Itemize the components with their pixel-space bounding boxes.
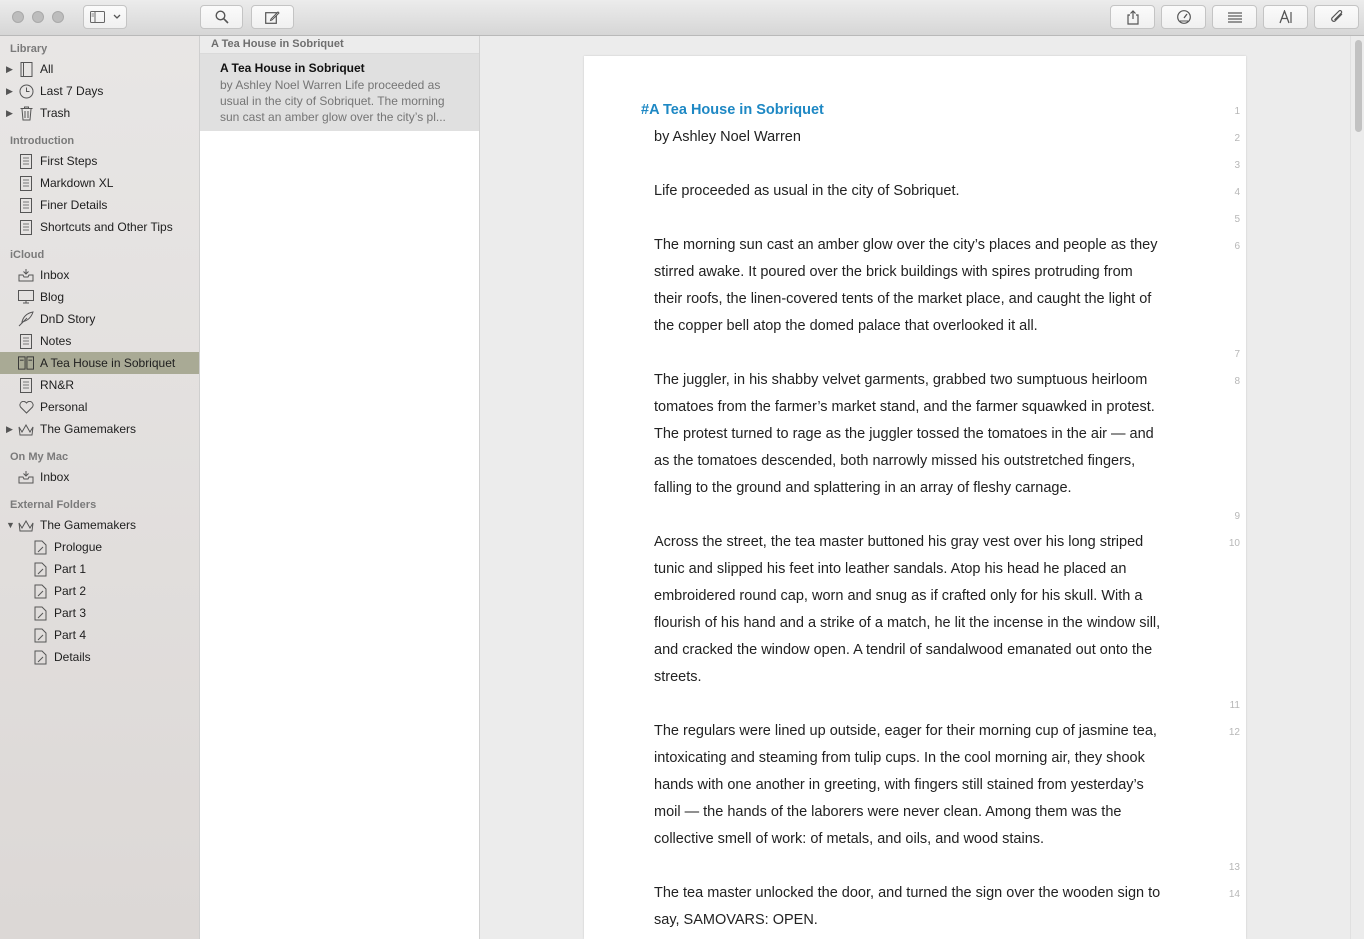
- compose-icon: [265, 10, 280, 24]
- editor-line[interactable]: collective smell of work: of metals, and oils, and wood stains.: [654, 831, 1045, 847]
- typography-button[interactable]: [1263, 5, 1308, 29]
- typography-icon: [1279, 10, 1293, 24]
- share-icon: [1127, 10, 1139, 25]
- inbox-icon: [18, 267, 34, 283]
- sidebar-item-label: Details: [54, 650, 91, 664]
- book-icon: [18, 355, 34, 371]
- note-title: A Tea House in Sobriquet: [220, 61, 365, 75]
- sidebar-item-label: Markdown XL: [40, 176, 114, 190]
- sidebar-item-label: Finer Details: [40, 198, 108, 212]
- close-window-button[interactable]: [12, 11, 24, 23]
- sidebar-toggle-button[interactable]: [83, 5, 127, 29]
- sidebar-item-trash[interactable]: [0, 102, 199, 124]
- page-icon: [32, 583, 48, 599]
- outline-button[interactable]: [1212, 5, 1257, 29]
- editor-line[interactable]: The tea master unlocked the door, and turned the sign over the wooden sign to: [654, 885, 1161, 901]
- sidebar-item-all[interactable]: [0, 58, 199, 80]
- line-number: 5: [1234, 214, 1240, 225]
- gauge-icon: [1175, 10, 1193, 24]
- editor-line[interactable]: The regulars were lined up outside, eager for their morning cup of jasmine tea,: [654, 723, 1157, 739]
- note-list-item[interactable]: [200, 54, 479, 131]
- editor-line[interactable]: by Ashley Noel Warren: [654, 129, 801, 145]
- editor-line[interactable]: falling to the ground and splattering in an array of fleshy carnage.: [654, 480, 1072, 496]
- editor-line[interactable]: the copper bell atop the domed palace that overlooked it all.: [654, 318, 1038, 334]
- line-number: 2: [1234, 133, 1240, 144]
- sidebar-item-label: Trash: [40, 106, 71, 120]
- sidebar-item-label: A Tea House in Sobriquet: [40, 356, 176, 370]
- document-icon: [18, 153, 34, 169]
- note-list: [200, 36, 480, 939]
- sidebar-item-label: Blog: [40, 290, 65, 304]
- crown-icon: [18, 517, 34, 533]
- line-number: 4: [1234, 187, 1240, 198]
- section-title-on-my-mac: On My Mac: [10, 451, 69, 463]
- sidebar-item-label: First Steps: [40, 154, 98, 168]
- sidebar-item-label: Part 1: [54, 562, 87, 576]
- section-title-introduction: Introduction: [10, 135, 75, 147]
- sidebar-item-label: The Gamemakers: [40, 518, 137, 532]
- sidebar-item-label: Inbox: [40, 268, 70, 282]
- monitor-icon: [18, 289, 34, 305]
- editor-line[interactable]: moil — the hands of the laborers were never clean. Among them was the: [654, 804, 1122, 820]
- sidebar-item-prologue[interactable]: [0, 536, 199, 558]
- editor-line[interactable]: their roofs, the linen-covered tents of the market place, and caught the light of: [654, 291, 1152, 307]
- sidebar-item-label: Part 4: [54, 628, 87, 642]
- attachment-button[interactable]: [1314, 5, 1359, 29]
- disclosure-triangle-icon[interactable]: ▶: [6, 107, 13, 118]
- editor-line[interactable]: Life proceeded as usual in the city of Sobriquet.: [654, 183, 960, 199]
- editor-line[interactable]: and cracked the window open. A tendril of sandalwood emanated out onto the: [654, 642, 1153, 658]
- inbox-icon: [18, 469, 34, 485]
- sidebar-item-part-2[interactable]: [0, 580, 199, 602]
- editor-line[interactable]: say, SAMOVARS: OPEN.: [654, 912, 818, 928]
- editor-line[interactable]: intoxicating and steaming from tulip cups. In the cool morning air, they shook: [654, 750, 1145, 766]
- line-number: 9: [1234, 511, 1240, 522]
- sidebar-item-markdown-xl[interactable]: [0, 172, 199, 194]
- disclosure-triangle-icon[interactable]: ▶: [6, 423, 13, 434]
- quill-icon: [18, 311, 34, 327]
- sidebar-item-part-3[interactable]: [0, 602, 199, 624]
- editor-line[interactable]: hands with one another in greeting, with fingers still stained from yesterday’s: [654, 777, 1144, 793]
- zoom-window-button[interactable]: [52, 11, 64, 23]
- editor-line[interactable]: embroidered round cap, worn and snug as if crafted only for his skull. With a: [654, 588, 1143, 604]
- line-number: 3: [1234, 160, 1240, 171]
- editor-line[interactable]: The morning sun cast an amber glow over the city’s places and people as they: [654, 237, 1158, 253]
- sidebar-item-part-1[interactable]: [0, 558, 199, 580]
- clock-icon: [18, 83, 34, 99]
- scrollbar-thumb[interactable]: [1355, 40, 1362, 132]
- editor-line[interactable]: The juggler, in his shabby velvet garments, grabbed two sumptuous heirloom: [654, 372, 1148, 388]
- editor-line[interactable]: The protest turned to rage as the juggler tossed the tomatoes in the air — and: [654, 426, 1154, 442]
- sidebar-item-first-steps[interactable]: [0, 150, 199, 172]
- editor-line[interactable]: flourish of his hand and a strike of a match, he lit the incense in the window sill,: [654, 615, 1161, 631]
- search-button[interactable]: [200, 5, 243, 29]
- sidebar-item-label: All: [40, 62, 54, 76]
- sidebar-item-shortcuts[interactable]: [0, 216, 199, 238]
- trash-icon: [18, 105, 34, 121]
- section-title-library: Library: [10, 43, 48, 55]
- sidebar-item-personal[interactable]: [0, 396, 199, 418]
- disclosure-triangle-expanded-icon[interactable]: ▼: [6, 520, 15, 530]
- editor-line[interactable]: tunic and slipped his feet into leather sandals. Atop his head he placed an: [654, 561, 1127, 577]
- document-icon: [18, 175, 34, 191]
- toolbar: [0, 0, 1364, 36]
- note-list-header: A Tea House in Sobriquet: [200, 36, 479, 54]
- editor-line[interactable]: stirred awake. It poured over the brick buildings with spires protruding from: [654, 264, 1133, 280]
- heart-icon: [18, 399, 34, 415]
- sidebar-item-label: Part 2: [54, 584, 87, 598]
- line-number: 1: [1234, 106, 1240, 117]
- document-icon: [18, 197, 34, 213]
- editor-line[interactable]: as the tomatoes descended, both narrowly missed his outstretched fingers,: [654, 453, 1136, 469]
- editor-line[interactable]: Across the street, the tea master buttoned his gray vest over his long striped: [654, 534, 1144, 550]
- document-icon: [18, 219, 34, 235]
- sidebar-item-label: Last 7 Days: [40, 84, 104, 98]
- sidebar-item-mac-inbox[interactable]: [0, 466, 199, 488]
- line-number: 7: [1234, 349, 1240, 360]
- sidebar-toggle-icon: [90, 11, 105, 23]
- sidebar-item-label: Prologue: [54, 540, 103, 554]
- line-number: 6: [1234, 241, 1240, 252]
- sidebar-item-label: Personal: [40, 400, 88, 414]
- sidebar-item-label: Part 3: [54, 606, 87, 620]
- sidebar-item-label: DnD Story: [40, 312, 96, 326]
- line-number: 13: [1228, 862, 1240, 873]
- line-number: 14: [1228, 889, 1240, 900]
- note-snippet: by Ashley Noel Warren Life proceeded as usual in the city of Sobriquet. The morning sun cast an amber glow over the city’s pl...: [220, 78, 446, 124]
- sidebar-item-dnd-story[interactable]: [0, 308, 199, 330]
- sidebar-item-ext-gamemakers[interactable]: [0, 514, 199, 536]
- document-icon: [18, 377, 34, 393]
- sidebar-item-notes[interactable]: [0, 330, 199, 352]
- editor-scrollbar[interactable]: [1350, 36, 1364, 939]
- search-icon: [215, 10, 229, 24]
- sidebar-item-label: Notes: [40, 334, 72, 348]
- notebook-icon: [18, 61, 34, 77]
- sidebar-item-label: RN&R: [40, 378, 75, 392]
- minimize-window-button[interactable]: [32, 11, 44, 23]
- sidebar-item-finer-details[interactable]: [0, 194, 199, 216]
- disclosure-triangle-icon[interactable]: ▶: [6, 63, 13, 74]
- page-icon: [32, 561, 48, 577]
- line-number: 12: [1228, 727, 1240, 738]
- section-title-icloud: iCloud: [10, 249, 45, 261]
- disclosure-triangle-icon[interactable]: ▶: [6, 85, 13, 96]
- sidebar-item-inbox[interactable]: [0, 264, 199, 286]
- section-title-external-folders: External Folders: [10, 499, 97, 511]
- line-number: 8: [1234, 376, 1240, 387]
- line-number: 10: [1228, 538, 1240, 549]
- page-icon: [32, 649, 48, 665]
- editor-line[interactable]: tomatoes from the farmer’s market stand, and the farmer squawked in protest.: [654, 399, 1155, 415]
- editor-heading[interactable]: #A Tea House in Sobriquet: [641, 102, 824, 118]
- chevron-down-icon: [113, 14, 121, 20]
- sidebar-item-label: The Gamemakers: [40, 422, 137, 436]
- sidebar-item-part-4[interactable]: [0, 624, 199, 646]
- sidebar: [0, 36, 200, 939]
- document-icon: [18, 333, 34, 349]
- page-icon: [32, 539, 48, 555]
- sidebar-item-label: Shortcuts and Other Tips: [40, 220, 173, 234]
- paperclip-icon: [1329, 10, 1345, 24]
- line-number: 11: [1229, 700, 1240, 711]
- sidebar-item-rnr[interactable]: [0, 374, 199, 396]
- statistics-button[interactable]: [1161, 5, 1206, 29]
- sidebar-item-label: Inbox: [40, 470, 70, 484]
- editor-line[interactable]: streets.: [654, 669, 702, 685]
- sidebar-item-blog[interactable]: [0, 286, 199, 308]
- sidebar-item-gamemakers[interactable]: [0, 418, 199, 440]
- page-icon: [32, 627, 48, 643]
- crown-icon: [18, 421, 34, 437]
- page-icon: [32, 605, 48, 621]
- list-icon: [1228, 12, 1242, 23]
- sidebar-item-tea-house[interactable]: [0, 352, 199, 374]
- sidebar-item-details[interactable]: [0, 646, 199, 668]
- new-note-button[interactable]: [251, 5, 294, 29]
- share-button[interactable]: [1110, 5, 1155, 29]
- sidebar-item-last-7-days[interactable]: [0, 80, 199, 102]
